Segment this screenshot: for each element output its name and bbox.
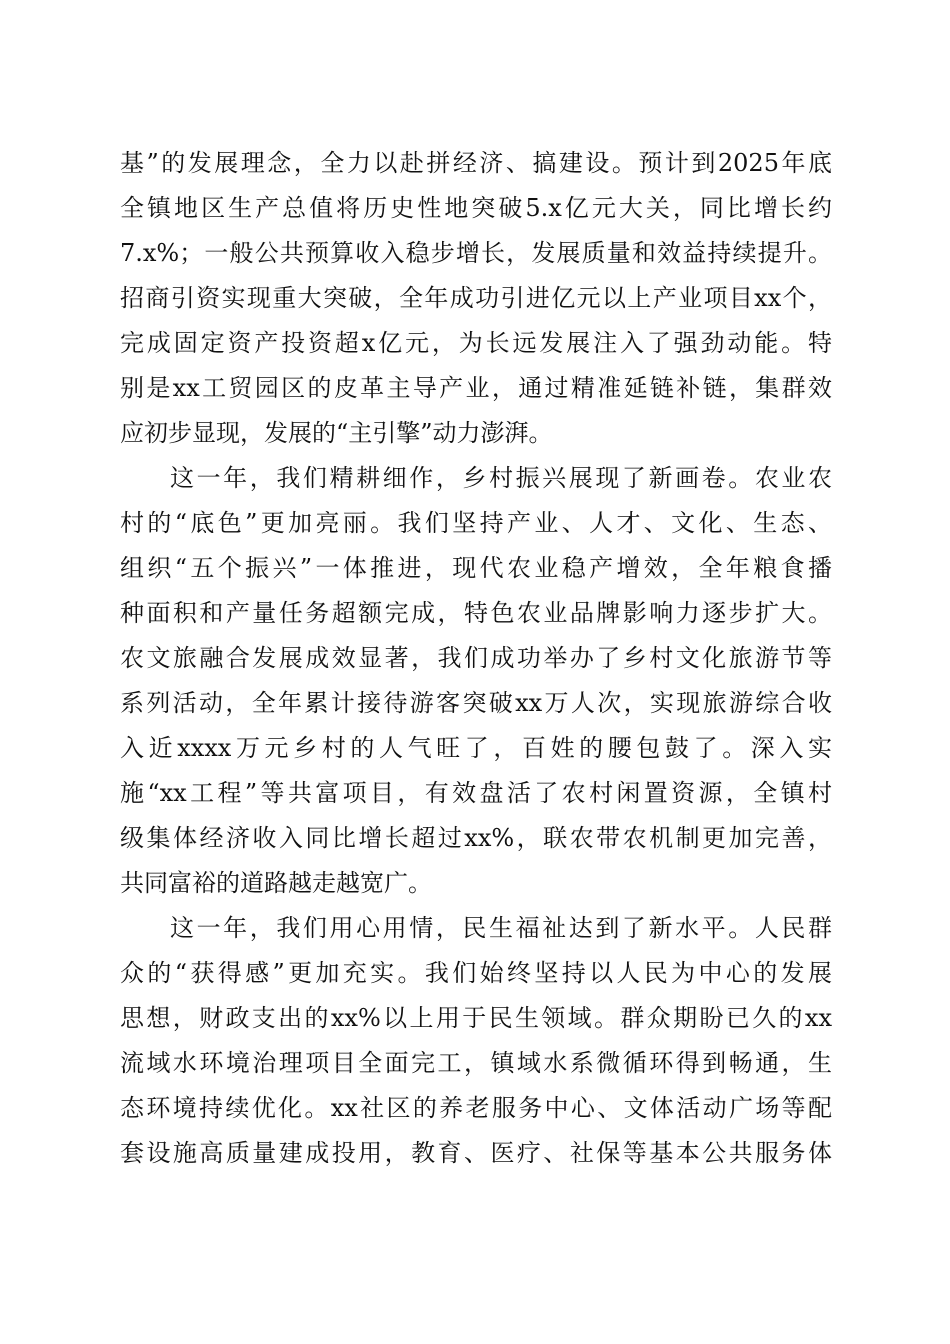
text-line: 招商引资实现重大突破，全年成功引进亿元以上产业项目xx个，: [120, 284, 832, 312]
text-line: 思想，财政支出的xx%以上用于民生领域。群众期盼已久的xx: [120, 1004, 832, 1032]
text-line: 套设施高质量建成投用，教育、医疗、社保等基本公共服务体: [120, 1139, 832, 1167]
text-line: 态环境持续优化。xx社区的养老服务中心、文体活动广场等配: [120, 1094, 832, 1122]
text-line: 组织“五个振兴”一体推进，现代农业稳产增效，全年粮食播: [120, 554, 832, 582]
paragraph: [120, 141, 832, 456]
text-line: 众的“获得感”更加充实。我们始终坚持以人民为中心的发展: [120, 959, 832, 987]
text-line: 基”的发展理念，全力以赴拼经济、搞建设。预计到2025年底: [120, 149, 832, 177]
text-line: 级集体经济收入同比增长超过xx%，联农带农机制更加完善，: [120, 824, 832, 852]
text-line: 7.x%；一般公共预算收入稳步增长，发展质量和效益持续提升。: [120, 239, 832, 267]
text-line: 全镇地区生产总值将历史性地突破5.x亿元大关，同比增长约: [120, 194, 832, 222]
paragraph: [120, 906, 832, 1176]
text-line: 施“xx工程”等共富项目，有效盘活了农村闲置资源，全镇村: [120, 779, 832, 807]
text-line: 村的“底色”更加亮丽。我们坚持产业、人才、文化、生态、: [120, 509, 832, 537]
text-line: 这一年，我们精耕细作，乡村振兴展现了新画卷。农业农: [170, 464, 832, 492]
text-line: 共同富裕的道路越走越宽广。: [120, 869, 432, 897]
text-line: 入近xxxx万元乡村的人气旺了，百姓的腰包鼓了。深入实: [120, 734, 832, 762]
text-line: 种面积和产量任务超额完成，特色农业品牌影响力逐步扩大。: [120, 599, 832, 627]
text-line: 农文旅融合发展成效显著，我们成功举办了乡村文化旅游节等: [120, 644, 832, 672]
paragraph: [120, 456, 832, 906]
text-line: 应初步显现，发展的“主引擎”动力澎湃。: [120, 419, 553, 447]
text-line: 这一年，我们用心用情，民生福祉达到了新水平。人民群: [170, 914, 832, 942]
text-line: 别是xx工贸园区的皮革主导产业，通过精准延链补链，集群效: [120, 374, 832, 402]
text-line: 系列活动，全年累计接待游客突破xx万人次，实现旅游综合收: [120, 689, 832, 717]
text-line: 流域水环境治理项目全面完工，镇域水系微循环得到畅通，生: [120, 1049, 832, 1077]
text-line: 完成固定资产投资超x亿元，为长远发展注入了强劲动能。特: [120, 329, 832, 357]
document-page: [120, 141, 832, 1176]
